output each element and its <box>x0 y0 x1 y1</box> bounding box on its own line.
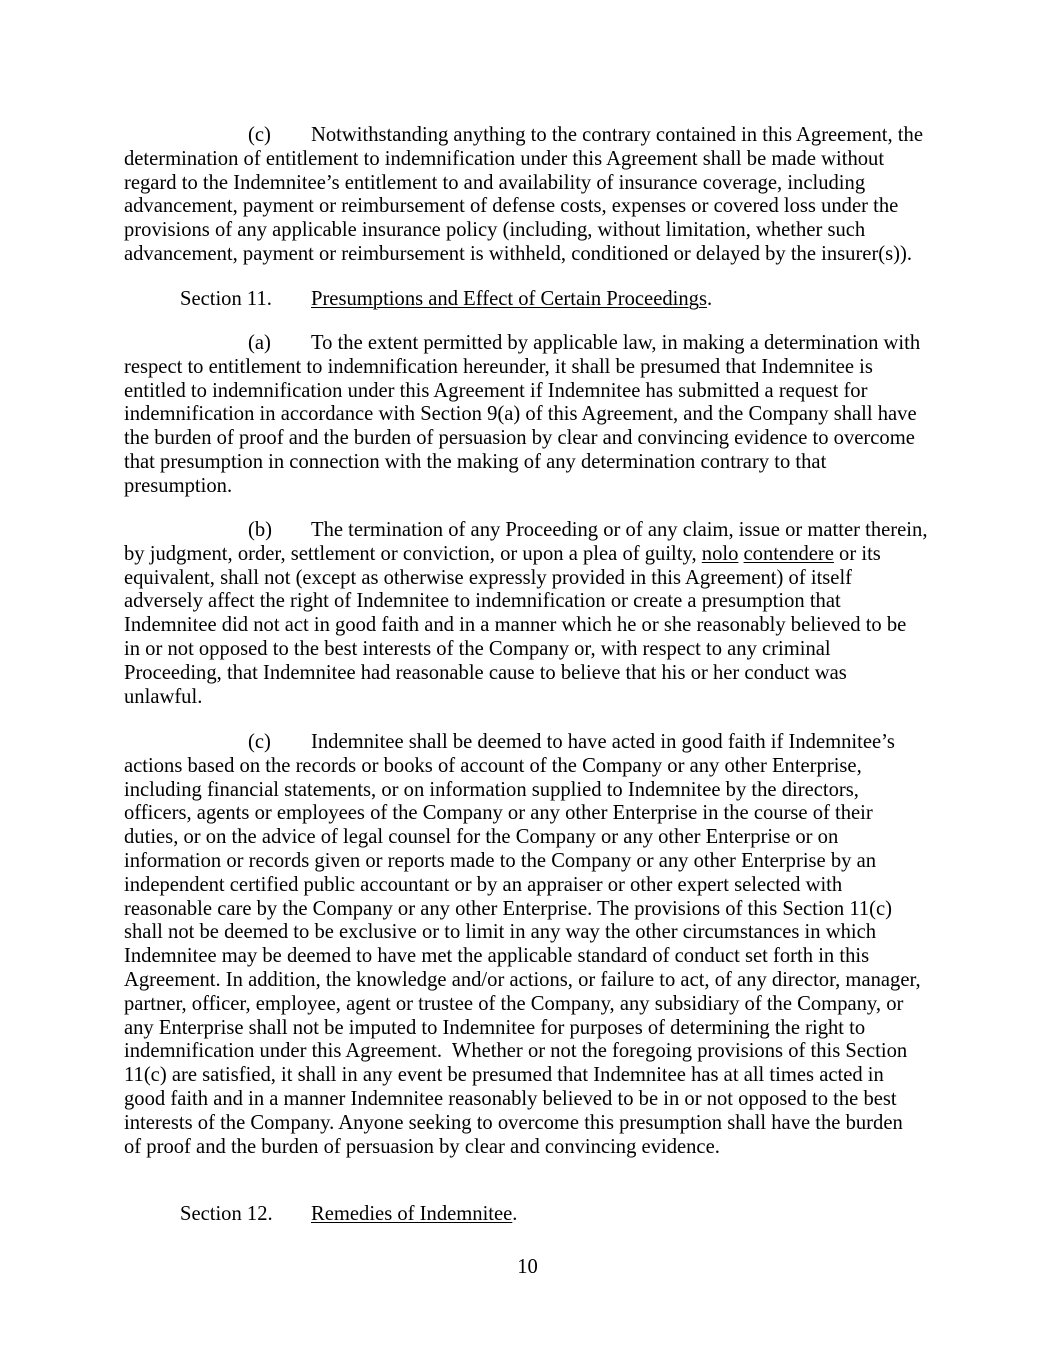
paragraph-label: (c) <box>248 124 271 146</box>
paragraph-label: (b) <box>248 519 273 541</box>
paragraph-c-insurance <box>124 124 954 267</box>
paragraph-line: indemnification in accordance with Section 9(a) of this Agreement, and the Company shall have <box>124 403 917 426</box>
paragraph-line-with-latin-term <box>124 543 954 567</box>
latin-term-nolo: nolo <box>701 542 739 565</box>
section-title <box>311 288 712 312</box>
section-title-text: Presumptions and Effect of Certain Proceedings <box>311 288 707 310</box>
line-segment: or its <box>833 542 881 565</box>
paragraph-line: unlawful. <box>124 685 203 708</box>
paragraph-line: entitled to indemnification under this Agreement if Indemnitee has submitted a request for <box>124 379 868 402</box>
latin-term-contendere: contendere <box>743 542 834 565</box>
paragraph-line: To the extent permitted by applicable law, in making a determination with <box>311 332 921 354</box>
paragraph-line: officers, agents or employees of the Company or any other Enterprise in the course of their <box>124 802 873 825</box>
paragraph-line: respect to entitlement to indemnification hereunder, it shall be presumed that Indemnitee is <box>124 355 873 378</box>
paragraph-line: advancement, payment or reimbursement is withheld, conditioned or delayed by the insurer(s)). <box>124 242 913 265</box>
paragraph-first-line <box>124 519 954 543</box>
section-title-text: Remedies of Indemnitee <box>311 1202 513 1225</box>
paragraph-line: duties, or on the advice of legal counsel for the Company or any other Enterprise or on <box>124 826 839 849</box>
paragraph-line: indemnification under this Agreement. Whether or not the foregoing provisions of this Section <box>124 1040 908 1063</box>
paragraph-line: interests of the Company. Anyone seeking to overcome this presumption shall have the burden <box>124 1111 903 1134</box>
section-title <box>311 1203 517 1227</box>
paragraph-label: (c) <box>248 731 271 753</box>
paragraph-line: that presumption in connection with the making of any determination contrary to that <box>124 450 827 473</box>
paragraph-line: partner, officer, employee, agent or trustee of the Company, any subsidiary of the Company, or <box>124 992 904 1015</box>
paragraph-line: Indemnitee did not act in good faith and in a manner which he or she reasonably believed to be <box>124 614 907 637</box>
paragraph-line: regard to the Indemnitee’s entitlement to and availability of insurance coverage, including <box>124 171 866 194</box>
paragraph-line: Indemnitee shall be deemed to have acted in good faith if Indemnitee’s <box>311 731 895 753</box>
paragraph-first-line <box>124 124 954 148</box>
paragraph-line: independent certified public accountant or by an appraiser or other expert selected with <box>124 873 843 896</box>
paragraph-first-line <box>124 332 954 356</box>
section-number: Section 12. <box>180 1202 273 1225</box>
paragraph-line: 11(c) are satisfied, it shall in any event be presumed that Indemnitee has at all times acted in <box>124 1064 884 1087</box>
paragraph-line: Notwithstanding anything to the contrary contained in this Agreement, the <box>311 124 923 146</box>
paragraph-first-line <box>124 731 954 755</box>
section-number: Section 11. <box>180 288 272 310</box>
paragraph-line: reasonable care by the Company or any other Enterprise. The provisions of this Section 11(c) <box>124 897 893 920</box>
line-segment: by judgment, order, settlement or conviction, or upon a plea of guilty, <box>124 542 702 565</box>
paragraph-line: equivalent, shall not (except as otherwise expressly provided in this Agreement) of itself <box>124 566 853 589</box>
section-title-punct: . <box>706 288 713 310</box>
section-12-heading <box>124 1203 954 1227</box>
paragraph-line: information or records given or reports made to the Company or any other Enterprise by an <box>124 849 877 872</box>
section-11-heading <box>124 288 954 312</box>
paragraph-line: Indemnitee may be deemed to have met the applicable standard of conduct set forth in this <box>124 945 870 968</box>
paragraph-b <box>124 519 954 709</box>
paragraph-line: Proceeding, that Indemnitee had reasonable cause to believe that his or her conduct was <box>124 661 847 684</box>
section-title-punct: . <box>512 1202 518 1225</box>
paragraph-line: The termination of any Proceeding or of any claim, issue or matter therein, <box>311 519 928 541</box>
paragraph-line: shall not be deemed to be exclusive or to limit in any way the other circumstances in which <box>124 921 877 944</box>
paragraph-line: of proof and the burden of persuasion by clear and convincing evidence. <box>124 1135 720 1158</box>
paragraph-line: the burden of proof and the burden of persuasion by clear and convincing evidence to overcome <box>124 427 915 450</box>
paragraph-c-good-faith <box>124 731 954 1159</box>
paragraph-line: including financial statements, or on information supplied to Indemnitee by the directors, <box>124 778 859 801</box>
page-number: 10 <box>517 1256 538 1278</box>
paragraph-line: adversely affect the right of Indemnitee to indemnification or create a presumption that <box>124 590 841 613</box>
paragraph-line: good faith and in a manner Indemnitee reasonably believed to be in or not opposed to the best <box>124 1087 897 1110</box>
paragraph-line: advancement, payment or reimbursement of defense costs, expenses or covered loss under the <box>124 195 899 218</box>
paragraph-label: (a) <box>248 332 271 354</box>
paragraph-line: determination of entitlement to indemnification under this Agreement shall be made without <box>124 147 885 170</box>
paragraph-a <box>124 332 954 499</box>
paragraph-line: presumption. <box>124 474 233 497</box>
paragraph-line: in or not opposed to the best interests of the Company or, with respect to any criminal <box>124 637 831 660</box>
paragraph-line: provisions of any applicable insurance policy (including, without limitation, whether such <box>124 219 866 242</box>
paragraph-line: Agreement. In addition, the knowledge and/or actions, or failure to act, of any director, manager, <box>124 968 921 991</box>
paragraph-line: actions based on the records or books of account of the Company or any other Enterprise, <box>124 754 862 777</box>
paragraph-line: any Enterprise shall not be imputed to Indemnitee for purposes of determining the right to <box>124 1016 866 1039</box>
